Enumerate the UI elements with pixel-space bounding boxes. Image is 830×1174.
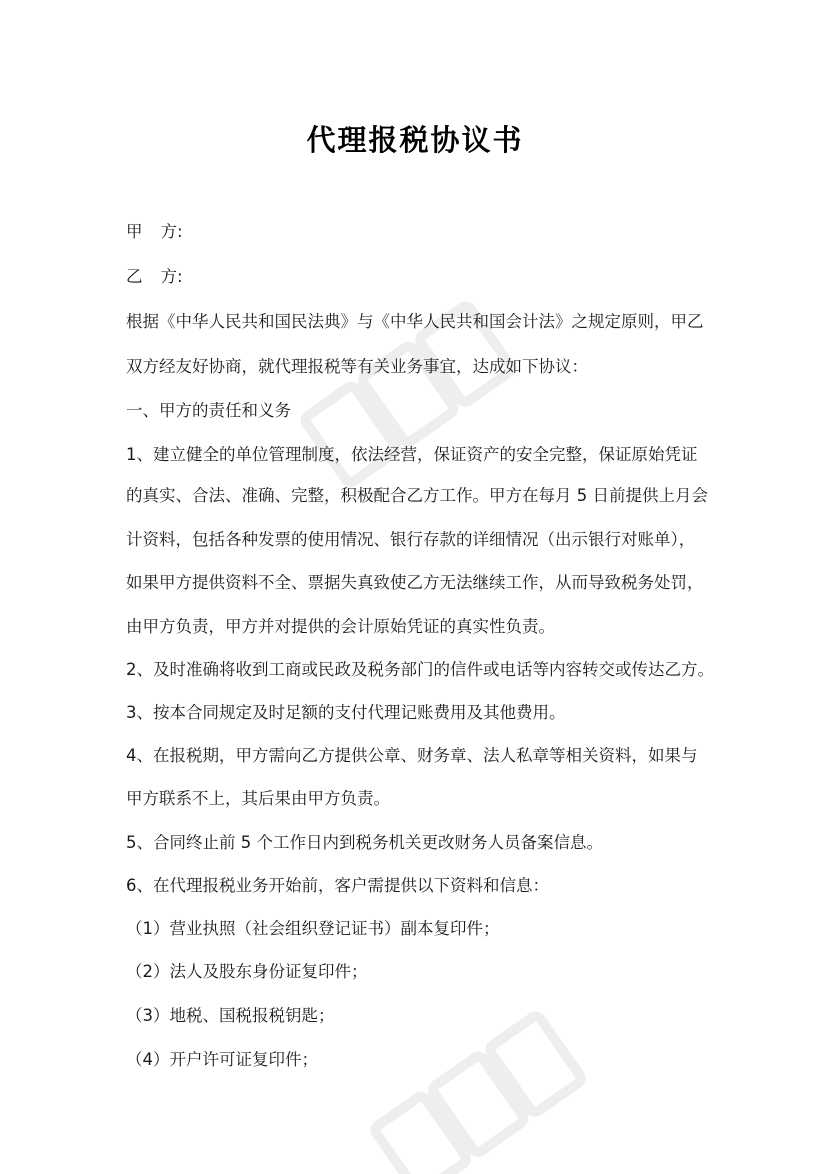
party-b-line <box>126 267 183 287</box>
paragraph-line: 5、合同终止前 5 个工作日内到税务机关更改财务人员备案信息。 <box>126 833 603 852</box>
party-a-suffix: 方: <box>160 222 183 241</box>
party-b-suffix: 方: <box>160 267 183 286</box>
paragraph-line: 3、按本合同规定及时足额的支付代理记账费用及其他费用。 <box>126 703 566 722</box>
paragraph-line: 1、建立健全的单位管理制度，依法经营，保证资产的安全完整，保证原始凭证 <box>126 445 698 464</box>
paragraph-line: 的真实、合法、准确、完整，积极配合乙方工作。甲方在每月 5 日前提供上月会 <box>126 486 708 505</box>
paragraph-line: 双方经友好协商，就代理报税等有关业务事宜，达成如下协议： <box>126 357 588 376</box>
list-item: （1）营业执照（社会组织登记证书）副本复印件； <box>126 919 500 938</box>
list-item: （2）法人及股东身份证复印件； <box>126 962 368 981</box>
paragraph-line: 计资料，包括各种发票的使用情况、银行存款的详细情况（出示银行对账单）， <box>126 530 696 549</box>
party-b-char: 乙 <box>126 267 143 286</box>
document-title: 代理报税协议书 <box>306 123 524 157</box>
paragraph-line: 根据《中华人民共和国民法典》与《中华人民共和国会计法》之规定原则，甲乙 <box>126 312 704 331</box>
party-a-line <box>126 222 183 242</box>
list-item: （3）地税、国税报税钥匙； <box>126 1006 335 1025</box>
paragraph-line: 2、及时准确将收到工商或民政及税务部门的信件或电话等内容转交或传达乙方。 <box>126 660 714 679</box>
paragraph-line: 甲方联系不上，其后果由甲方负责。 <box>126 789 390 808</box>
paragraph-line: 6、在代理报税业务开始前，客户需提供以下资料和信息： <box>126 876 549 895</box>
paragraph-line: 由甲方负责，甲方并对提供的会计原始凭证的真实性负责。 <box>126 617 555 636</box>
paragraph-line: 4、在报税期，甲方需向乙方提供公章、财务章、法人私章等相关资料，如果与 <box>126 746 698 765</box>
paragraph-line: 如果甲方提供资料不全、票据失真致使乙方无法继续工作，从而导致税务处罚， <box>126 573 704 592</box>
list-item: （4）开户许可证复印件； <box>126 1050 318 1069</box>
party-a-char: 甲 <box>126 222 143 241</box>
section-heading: 一、甲方的责任和义务 <box>126 401 291 420</box>
